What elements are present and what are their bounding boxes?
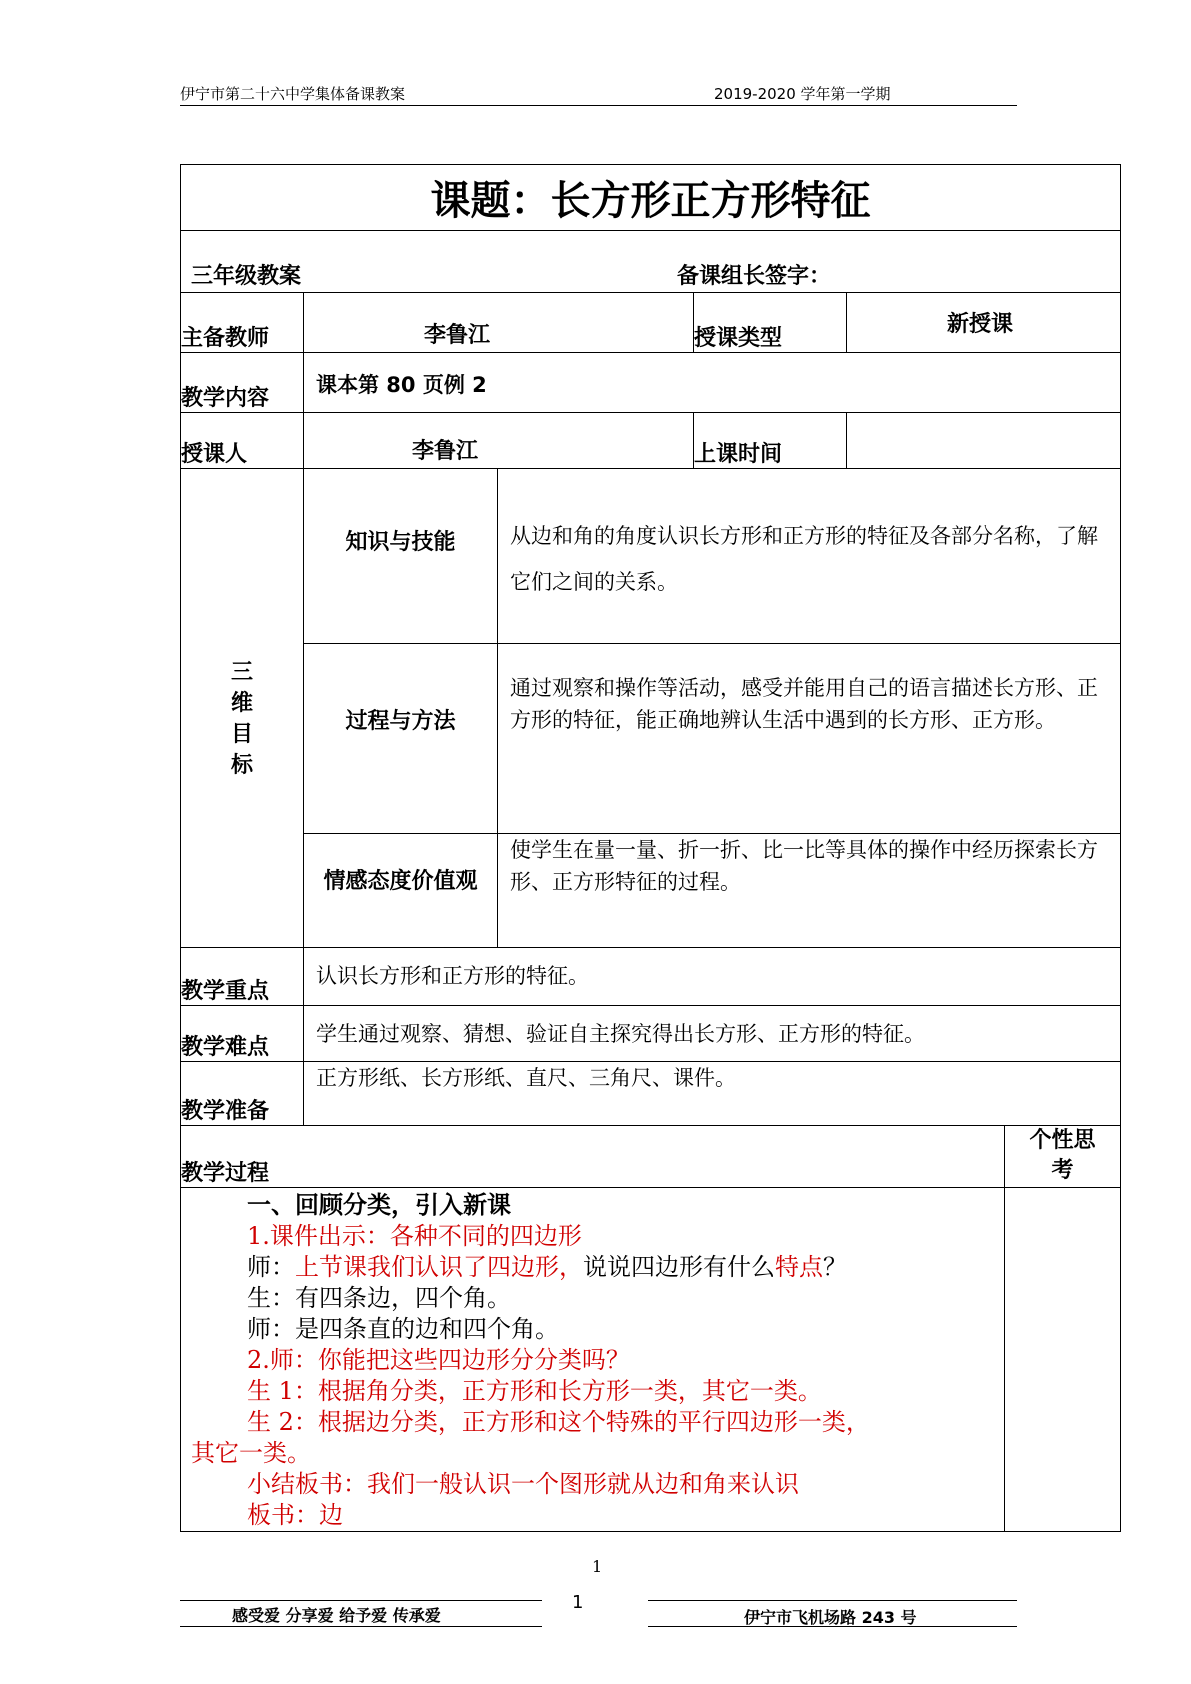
footer-rule-left-bottom	[180, 1626, 542, 1627]
goals-label-char: 目	[230, 722, 253, 747]
difficulty-value: 学生通过观察、猜想、验证自主探究得出长方形、正方形的特征。	[304, 1006, 1121, 1062]
goals-label-char: 维	[230, 691, 253, 716]
process-line: 板书：边	[247, 1501, 343, 1529]
lecturer-label: 授课人	[181, 413, 304, 469]
footer-address: 伊宁市飞机场路 243 号	[744, 1608, 917, 1627]
lecturer-value: 李鲁江	[304, 413, 694, 469]
goal-text-process: 通过观察和操作等活动，感受并能用自己的语言描述长方形、正方形的特征，能正确地辨认生活中遇到的长方形、正方形。	[498, 644, 1121, 834]
school-name: 伊宁市第二十六中学集体备课教案	[180, 85, 406, 103]
prep-value: 正方形纸、长方形纸、直尺、三角尺、课件。	[304, 1062, 1121, 1126]
difficulty-label: 教学难点	[181, 1006, 304, 1062]
process-line: 生 1：根据角分类，正方形和长方形一类，其它一类。	[247, 1377, 822, 1405]
goals-label-char: 三	[230, 660, 253, 685]
teacher-value: 李鲁江	[304, 293, 694, 353]
process-line: 师：上节课我们认识了四边形，说说四边形有什么特点？	[247, 1253, 847, 1281]
content-value: 课本第 80 页例 2	[304, 353, 1121, 413]
goal-name-knowledge: 知识与技能	[304, 469, 498, 644]
time-label: 上课时间	[694, 413, 847, 469]
footer-motto: 感受爱 分享爱 给予爱 传承爱	[232, 1606, 441, 1625]
lesson-plan-table	[180, 164, 1121, 1532]
grade-label: 三年级教案	[191, 264, 302, 289]
process-line: 1.课件出示：各种不同的四边形	[247, 1222, 582, 1250]
focus-value: 认识长方形和正方形的特征。	[304, 948, 1121, 1006]
grade-row	[181, 231, 1121, 293]
signature-label: 备课组长签字：	[677, 264, 832, 289]
goal-text-attitude: 使学生在量一量、折一折、比一比等具体的操作中经历探索长方形、正方形特征的过程。	[498, 834, 1121, 948]
teacher-label: 主备教师	[181, 293, 304, 353]
lesson-title: 课题：长方形正方形特征	[181, 165, 1121, 231]
process-label: 教学过程	[181, 1126, 1005, 1188]
process-line: 师：是四条直的边和四个角。	[247, 1315, 559, 1343]
prep-label: 教学准备	[181, 1062, 304, 1126]
process-heading: 一、回顾分类，引入新课	[247, 1191, 511, 1219]
process-line: 2.师：你能把这些四边形分分类吗？	[247, 1346, 630, 1374]
type-label: 授课类型	[694, 293, 847, 353]
footer-rule-left-top	[180, 1600, 542, 1601]
process-line: 小结板书：我们一般认识一个图形就从边和角来认识	[247, 1470, 799, 1498]
process-line: 生 2：根据边分类，正方形和这个特殊的平行四边形一类，	[247, 1408, 870, 1436]
reflection-cell	[1005, 1188, 1121, 1532]
focus-label: 教学重点	[181, 948, 304, 1006]
content-label: 教学内容	[181, 353, 304, 413]
goals-label-char: 标	[230, 753, 253, 778]
footer-rule-right-top	[648, 1600, 1017, 1601]
page-number: 1	[592, 1557, 603, 1576]
process-line: 生：有四条边，四个角。	[247, 1284, 511, 1312]
goals-label	[181, 469, 304, 948]
type-value: 新授课	[847, 293, 1121, 353]
process-line: 其它一类。	[191, 1439, 311, 1467]
reflection-label: 个性思考	[1005, 1126, 1121, 1188]
page-header	[180, 83, 1017, 106]
footer-page-number: 1	[572, 1592, 584, 1613]
goal-name-attitude: 情感态度价值观	[304, 834, 498, 948]
goal-name-process: 过程与方法	[304, 644, 498, 834]
term: 2019-2020 学年第一学期	[714, 85, 891, 103]
process-content	[181, 1188, 1005, 1532]
goal-text-knowledge: 从边和角的角度认识长方形和正方形的特征及各部分名称，了解它们之间的关系。	[498, 469, 1121, 644]
time-value	[847, 413, 1121, 469]
